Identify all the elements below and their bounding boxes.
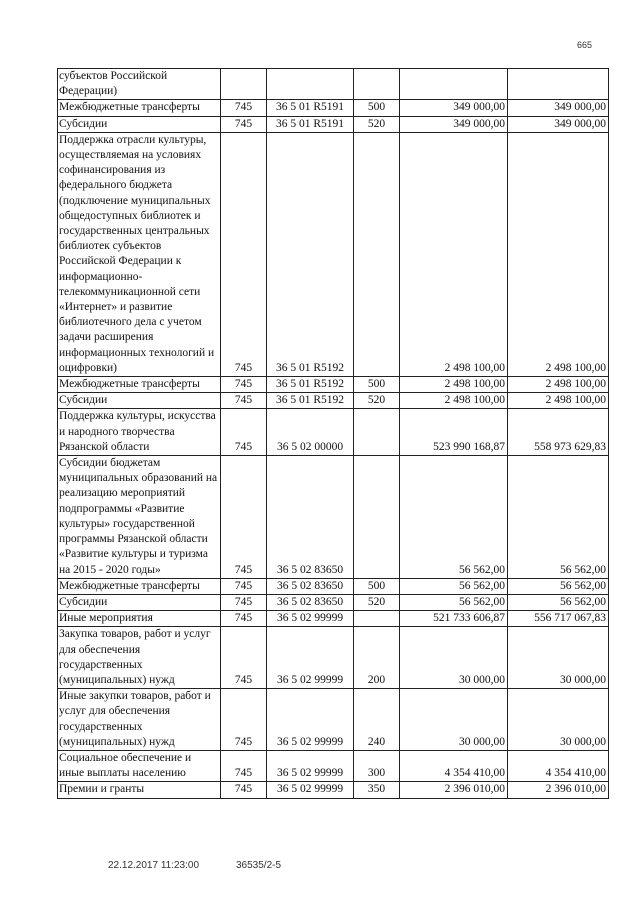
row-expense-type-cell: 350	[354, 782, 400, 798]
row-name-cell: Социальное обеспечение и иные выплаты населению	[58, 750, 221, 781]
row-grbs-cell: 745	[221, 578, 267, 594]
row-expense-type-cell	[354, 69, 400, 100]
row-name-cell: Субсидии бюджетам муниципальных образований на реализацию мероприятий подпрограммы «Развитие культуры» государственной программы Рязанской области «Развитие культуры и туризма на 2015 - 2020 годы»	[58, 456, 221, 579]
row-target-article-cell: 36 5 01 R5192	[267, 377, 354, 393]
row-target-article-cell: 36 5 01 R5191	[267, 100, 354, 116]
row-target-article-cell: 36 5 02 83650	[267, 578, 354, 594]
row-grbs-cell: 745	[221, 594, 267, 610]
row-grbs-cell: 745	[221, 611, 267, 627]
row-name-cell: Закупка товаров, работ и услуг для обеспечения государственных (муниципальных) нужд	[58, 627, 221, 689]
row-amount-year2-cell: 56 562,00	[508, 578, 609, 594]
row-grbs-cell: 745	[221, 456, 267, 579]
row-grbs-cell: 745	[221, 100, 267, 116]
row-expense-type-cell: 500	[354, 377, 400, 393]
table-row	[58, 132, 609, 376]
table-row	[58, 456, 609, 579]
row-name-cell: Иные мероприятия	[58, 611, 221, 627]
row-name-cell: Субсидии	[58, 393, 221, 409]
table-row	[58, 782, 609, 798]
row-amount-year1-cell: 2 498 100,00	[400, 132, 508, 376]
row-name-cell: Субсидии	[58, 116, 221, 132]
row-amount-year2-cell: 56 562,00	[508, 456, 609, 579]
row-amount-year1-cell: 56 562,00	[400, 578, 508, 594]
table-row	[58, 578, 609, 594]
row-amount-year2-cell	[508, 69, 609, 100]
row-expense-type-cell	[354, 611, 400, 627]
row-amount-year1-cell: 2 396 010,00	[400, 782, 508, 798]
row-expense-type-cell: 300	[354, 750, 400, 781]
row-target-article-cell: 36 5 02 83650	[267, 594, 354, 610]
row-grbs-cell: 745	[221, 409, 267, 456]
table-row	[58, 69, 609, 100]
row-name-cell: Поддержка отрасли культуры, осуществляемая на условиях софинансирования из федерального бюджета (подключение муниципальных общедоступных библиотек и государственных центральных библиотек субъектов Российской Федерации к информационно-телекоммуникационной сети «Интернет» и развитие библиотечного дела с учетом задачи расширения информационных технологий и оцифровки)	[58, 132, 221, 376]
table-row	[58, 689, 609, 751]
row-target-article-cell	[267, 69, 354, 100]
row-amount-year2-cell: 349 000,00	[508, 116, 609, 132]
row-grbs-cell: 745	[221, 377, 267, 393]
row-amount-year1-cell: 349 000,00	[400, 116, 508, 132]
table-row	[58, 750, 609, 781]
row-expense-type-cell: 520	[354, 594, 400, 610]
row-expense-type-cell: 240	[354, 689, 400, 751]
row-name-cell: Субсидии	[58, 594, 221, 610]
row-amount-year1-cell	[400, 69, 508, 100]
row-target-article-cell: 36 5 01 R5191	[267, 116, 354, 132]
row-amount-year2-cell: 30 000,00	[508, 689, 609, 751]
row-target-article-cell: 36 5 02 99999	[267, 782, 354, 798]
row-expense-type-cell: 200	[354, 627, 400, 689]
budget-table	[57, 68, 609, 799]
row-expense-type-cell: 520	[354, 116, 400, 132]
row-amount-year1-cell: 349 000,00	[400, 100, 508, 116]
table-row	[58, 116, 609, 132]
row-amount-year2-cell: 2 396 010,00	[508, 782, 609, 798]
row-name-cell: Межбюджетные трансферты	[58, 578, 221, 594]
table-row	[58, 594, 609, 610]
row-grbs-cell: 745	[221, 627, 267, 689]
row-amount-year2-cell: 556 717 067,83	[508, 611, 609, 627]
row-name-cell: Иные закупки товаров, работ и услуг для обеспечения государственных (муниципальных) нужд	[58, 689, 221, 751]
row-amount-year1-cell: 56 562,00	[400, 594, 508, 610]
page-number: 665	[577, 40, 593, 50]
table-row	[58, 393, 609, 409]
row-amount-year2-cell: 2 498 100,00	[508, 377, 609, 393]
row-name-cell: Премии и гранты	[58, 782, 221, 798]
row-target-article-cell: 36 5 02 99999	[267, 689, 354, 751]
table-row	[58, 100, 609, 116]
row-expense-type-cell	[354, 409, 400, 456]
row-amount-year2-cell: 349 000,00	[508, 100, 609, 116]
table-row	[58, 409, 609, 456]
row-amount-year1-cell: 56 562,00	[400, 456, 508, 579]
budget-table-body	[58, 69, 609, 799]
row-target-article-cell: 36 5 02 83650	[267, 456, 354, 579]
row-target-article-cell: 36 5 01 R5192	[267, 393, 354, 409]
row-amount-year1-cell: 2 498 100,00	[400, 377, 508, 393]
footer-timestamp: 22.12.2017 11:23:00	[108, 860, 200, 871]
row-target-article-cell: 36 5 02 00000	[267, 409, 354, 456]
row-amount-year1-cell: 4 354 410,00	[400, 750, 508, 781]
row-grbs-cell: 745	[221, 750, 267, 781]
row-name-cell: Межбюджетные трансферты	[58, 377, 221, 393]
table-row	[58, 377, 609, 393]
row-amount-year1-cell: 30 000,00	[400, 689, 508, 751]
row-grbs-cell: 745	[221, 116, 267, 132]
row-name-cell: Поддержка культуры, искусства и народного творчества Рязанской области	[58, 409, 221, 456]
row-expense-type-cell	[354, 456, 400, 579]
row-name-cell: субъектов Российской Федерации)	[58, 69, 221, 100]
row-target-article-cell: 36 5 02 99999	[267, 627, 354, 689]
row-amount-year1-cell: 30 000,00	[400, 627, 508, 689]
row-grbs-cell: 745	[221, 393, 267, 409]
row-amount-year2-cell: 2 498 100,00	[508, 393, 609, 409]
table-row	[58, 627, 609, 689]
row-expense-type-cell: 500	[354, 578, 400, 594]
row-target-article-cell: 36 5 02 99999	[267, 750, 354, 781]
row-target-article-cell: 36 5 02 99999	[267, 611, 354, 627]
row-name-cell: Межбюджетные трансферты	[58, 100, 221, 116]
row-amount-year2-cell: 56 562,00	[508, 594, 609, 610]
table-row	[58, 611, 609, 627]
row-amount-year1-cell: 523 990 168,87	[400, 409, 508, 456]
row-amount-year1-cell: 2 498 100,00	[400, 393, 508, 409]
row-grbs-cell: 745	[221, 782, 267, 798]
row-expense-type-cell: 520	[354, 393, 400, 409]
row-expense-type-cell	[354, 132, 400, 376]
row-amount-year2-cell: 558 973 629,83	[508, 409, 609, 456]
footer-doc-code: 36535/2-5	[236, 860, 282, 871]
row-amount-year2-cell: 2 498 100,00	[508, 132, 609, 376]
row-grbs-cell: 745	[221, 132, 267, 376]
row-grbs-cell: 745	[221, 689, 267, 751]
row-expense-type-cell: 500	[354, 100, 400, 116]
row-amount-year2-cell: 30 000,00	[508, 627, 609, 689]
row-amount-year2-cell: 4 354 410,00	[508, 750, 609, 781]
row-grbs-cell	[221, 69, 267, 100]
row-target-article-cell: 36 5 01 R5192	[267, 132, 354, 376]
row-amount-year1-cell: 521 733 606,87	[400, 611, 508, 627]
